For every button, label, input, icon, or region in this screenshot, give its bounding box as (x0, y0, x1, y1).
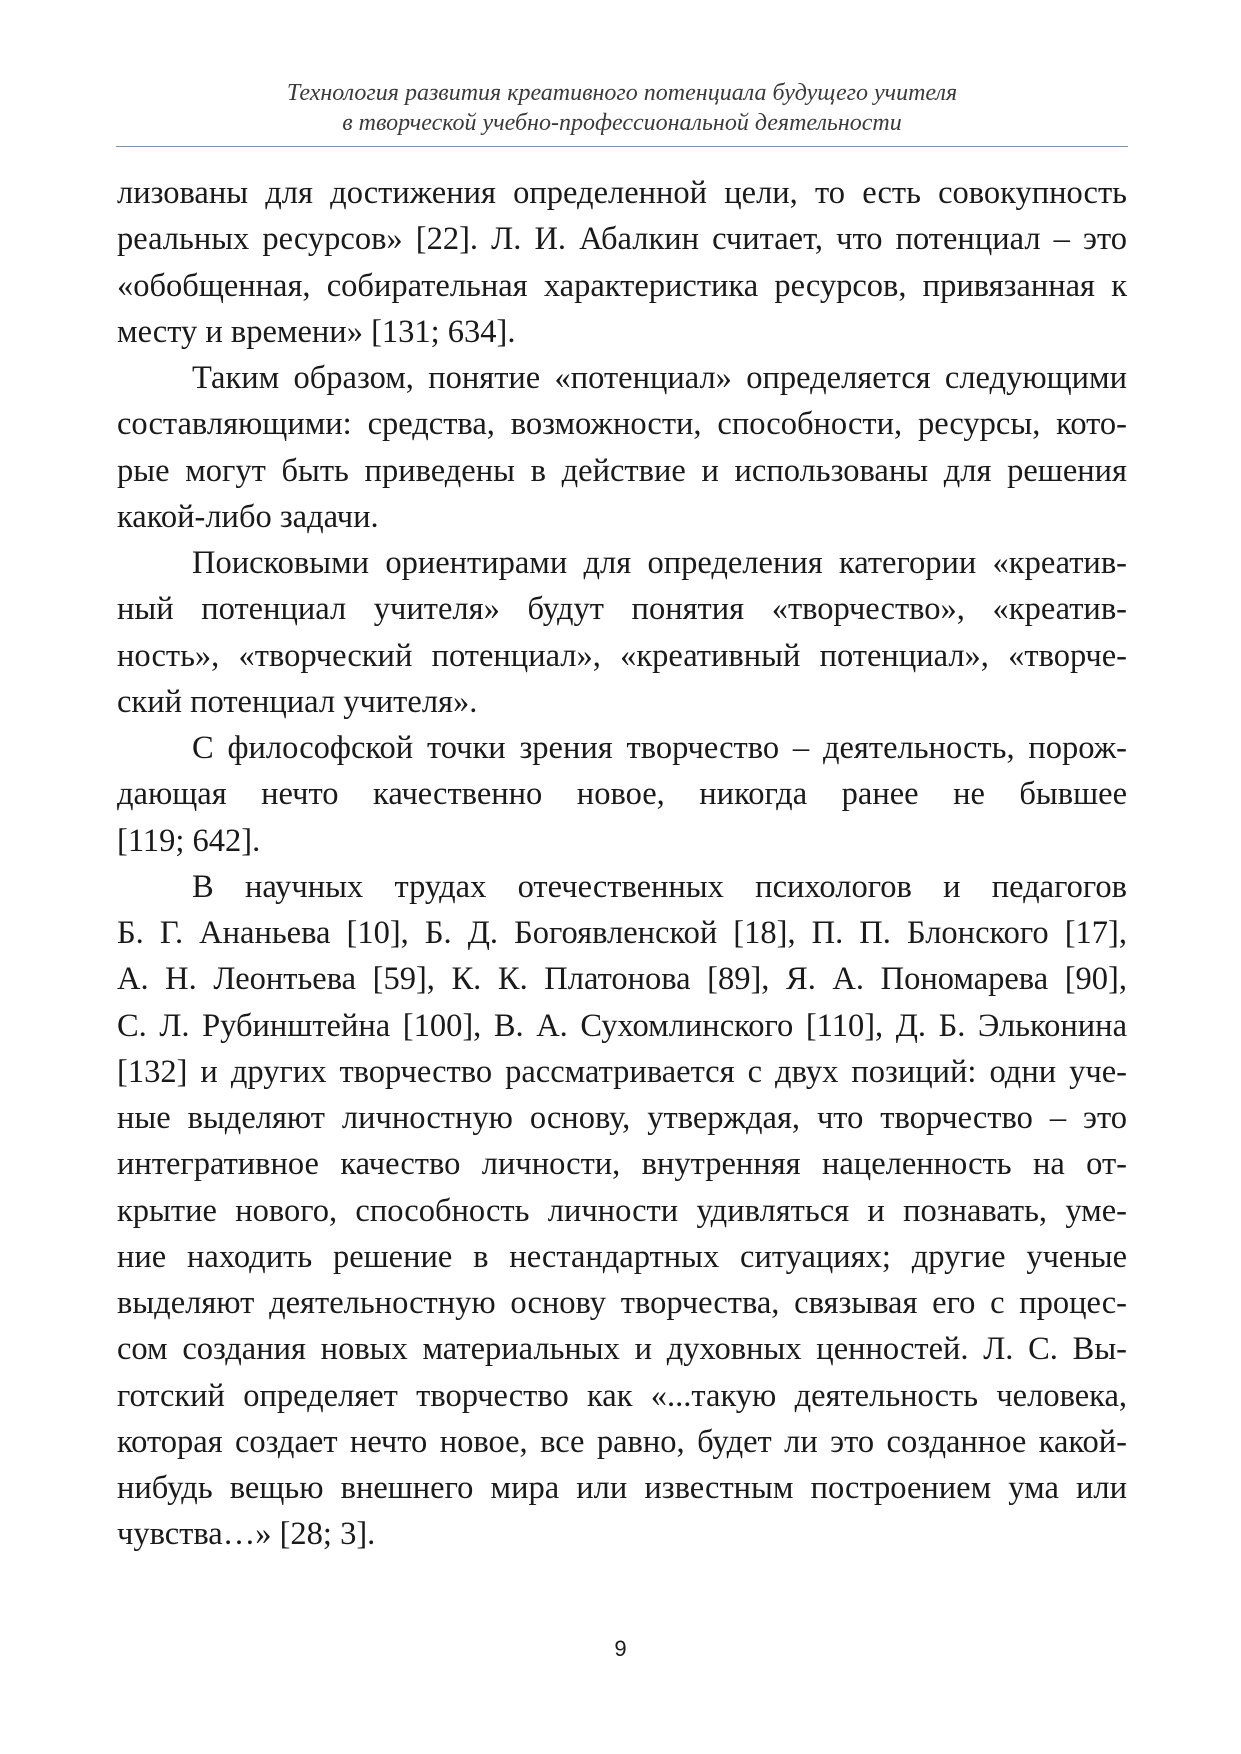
paragraph-2 (117, 355, 1127, 540)
running-header-line-2: в творческой учебно-профессиональной деятельности (342, 110, 902, 136)
page-number: 9 (614, 1636, 627, 1661)
text-line: сом создания новых материальных и духовных ценностей. Л. С. Вы- (117, 1331, 1127, 1368)
text-line: С. Л. Рубинштейна [100], В. А. Сухомлинского [110], Д. Б. Эльконина (117, 1007, 1127, 1044)
text-line: рые могут быть приведены в действие и использованы для решения (117, 452, 1127, 489)
body-text (117, 170, 1127, 1558)
text-line: нибудь вещью внешнего мира или известным построением ума или (117, 1470, 1127, 1506)
header-divider (116, 146, 1128, 147)
paragraph-4 (117, 725, 1127, 864)
paragraph-5 (117, 864, 1127, 1558)
running-header (116, 78, 1128, 138)
text-line: которая создает нечто новое, все равно, будет ли это созданное какой- (117, 1423, 1127, 1460)
text-line: В научных трудах отечественных психологов и педагогов (192, 868, 1127, 905)
text-line: Б. Г. Ананьева [10], Б. Д. Богоявленской [18], П. П. Блонского [17], (117, 915, 1127, 951)
text-line: интегративное качество личности, внутренняя нацеленность на от- (117, 1146, 1127, 1183)
text-line: ные выделяют личностную основу, утверждая, что творчество – это (117, 1100, 1127, 1136)
paragraph-1 (117, 170, 1127, 355)
text-line: реальных ресурсов» [22]. Л. И. Абалкин считает, что потенциал – это (117, 221, 1127, 258)
text-line: выделяют деятельностную основу творчества, связывая его с процес- (117, 1285, 1127, 1321)
paragraph-3 (117, 540, 1127, 725)
text-line: Таким образом, понятие «потенциал» определяется следующими (192, 360, 1127, 396)
text-line: А. Н. Леонтьева [59], К. К. Платонова [89], Я. А. Пономарева [90], (117, 961, 1127, 998)
text-line: ность», «творческий потенциал», «креативный потенциал», «творче- (117, 637, 1127, 674)
text-line: составляющими: средства, возможности, способности, ресурсы, кото- (117, 406, 1127, 443)
text-line: готский определяет творчество как «...такую деятельность человека, (117, 1377, 1127, 1414)
text-line: месту и времени» [131; 634]. (117, 313, 516, 350)
text-line: ный потенциал учителя» будут понятия «творчество», «креатив- (117, 591, 1127, 628)
text-line: дающая нечто качественно новое, никогда ранее не бывшее (117, 776, 1127, 813)
text-line: какой-либо задачи. (117, 498, 379, 535)
text-line: С философской точки зрения творчество – деятельность, порож- (192, 730, 1127, 766)
text-line: «обобщенная, собирательная характеристика ресурсов, привязанная к (117, 267, 1127, 304)
running-header-line-1: Технология развития креативного потенциала будущего учителя (286, 80, 958, 106)
text-line: лизованы для достижения определенной цели, то есть совокупность (117, 175, 1127, 211)
text-line: крытие нового, способность личности удивляться и познавать, уме- (117, 1192, 1127, 1229)
text-line: [119; 642]. (117, 822, 261, 859)
text-line: ние находить решение в нестандартных ситуациях; другие ученые (117, 1238, 1127, 1275)
text-line: ский потенциал учителя». (117, 683, 478, 720)
text-line: Поисковыми ориентирами для определения категории «креатив- (192, 545, 1127, 581)
text-line: [132] и других творчество рассматривается с двух позиций: одни уче- (117, 1053, 1127, 1090)
text-line: чувства…» [28; 3]. (117, 1516, 376, 1553)
